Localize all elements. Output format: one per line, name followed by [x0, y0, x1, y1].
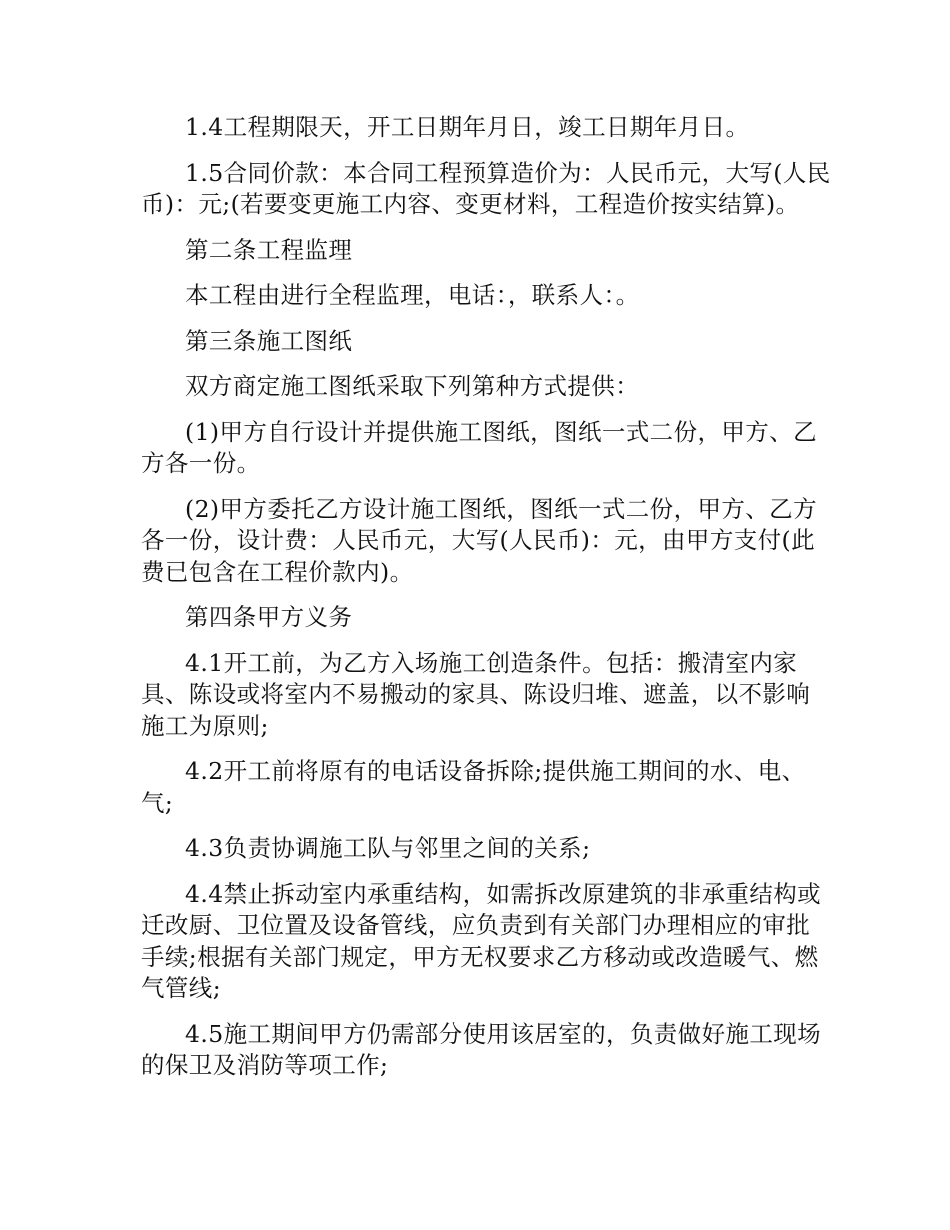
paragraph-4-4: 4.4禁止拆动室内承重结构，如需拆改原建筑的非承重结构或迁改厨、卫位置及设备管线，应负责到有关部门办理相应的审批手续;根据有关部门规定，甲方无权要求乙方移动或改造暖气、燃气管线; [141, 879, 822, 1002]
paragraph-drawings-option-2: (2)甲方委托乙方设计施工图纸，图纸一式二份，甲方、乙方各一份，设计费：人民币元，大写(人民币)：元，由甲方支付(此费已包含在工程价款内)。 [141, 494, 817, 586]
paragraph-4-3: 4.3负责协调施工队与邻里之间的关系; [185, 834, 591, 862]
paragraph-4-5: 4.5施工期间甲方仍需部分使用该居室的，负责做好施工现场的保卫及消防等项工作; [141, 1019, 822, 1079]
document-body [141, 112, 831, 1096]
heading-article-3-drawings: 第三条施工图纸 [185, 326, 353, 355]
heading-article-2-supervision: 第二条工程监理 [185, 235, 353, 264]
paragraph-drawings-option-1: (1)甲方自行设计并提供施工图纸，图纸一式二份，甲方、乙方各一份。 [141, 417, 817, 477]
paragraph-4-2: 4.2开工前将原有的电话设备拆除;提供施工期间的水、电、气; [141, 757, 806, 817]
paragraph-drawings-method: 双方商定施工图纸采取下列第种方式提供： [185, 372, 640, 400]
paragraph-1-4-duration: 1.4工程期限天，开工日期年月日，竣工日期年月日。 [185, 113, 750, 141]
paragraph-4-1: 4.1开工前，为乙方入场施工创造条件。包括：搬清室内家具、陈设或将室内不易搬动的家具、陈设归堆、遮盖，以不影响施工为原则; [141, 648, 811, 740]
heading-article-4-party-a: 第四条甲方义务 [185, 603, 353, 631]
paragraph-supervision-detail: 本工程由进行全程监理，电话：，联系人：。 [185, 281, 640, 309]
paragraph-1-5-price: 1.5合同价款：本合同工程预算造价为：人民币元，大写(人民币)：元;(若要变更施工内容、变更材料，工程造价按实结算)。 [141, 158, 831, 218]
